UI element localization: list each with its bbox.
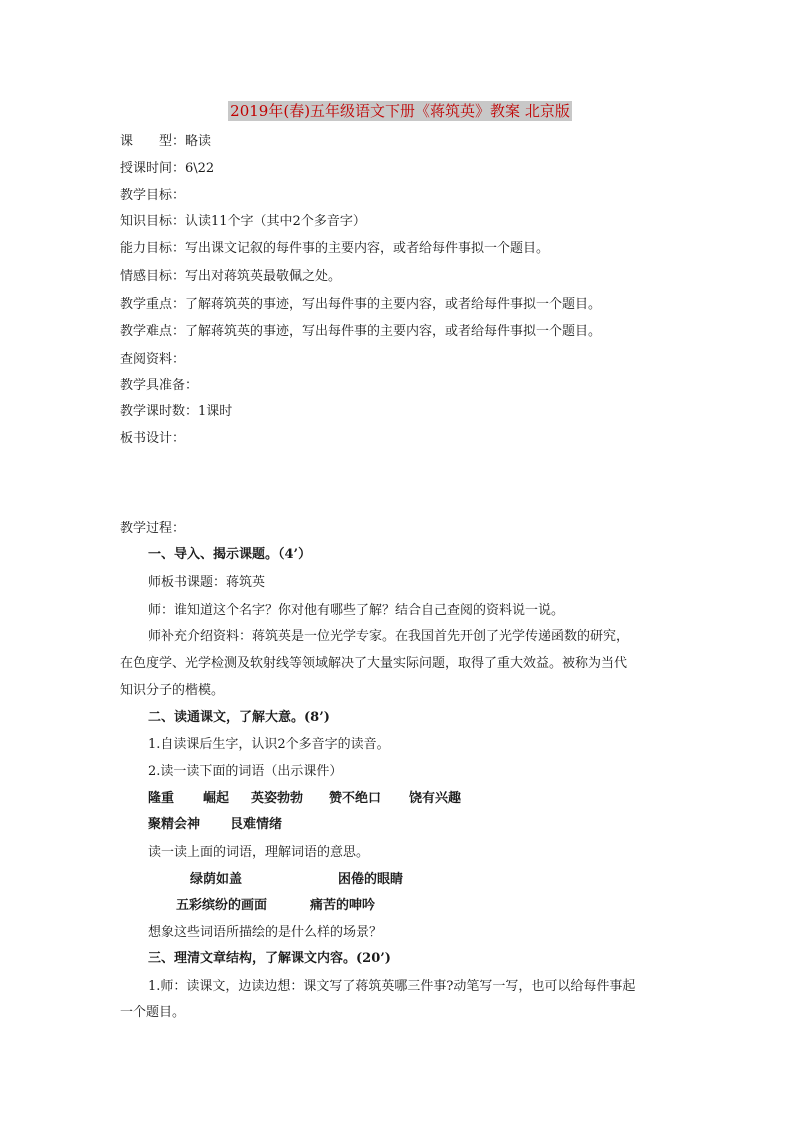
phrase-row-1 bbox=[190, 871, 403, 889]
title-text: 2019年(春)五年级语文下册《蒋筑英》教案 北京版 bbox=[230, 102, 570, 120]
section-3-title: 三、理清文章结构，了解课文内容。(20’) bbox=[148, 951, 391, 966]
document-title bbox=[0, 100, 800, 121]
s1-line-2: 师：谁知道这个名字？你对他有哪些了解？结合自己查阅的资料说一说。 bbox=[148, 603, 565, 618]
s3-line-1: 1.师：读课文，边读边想：课文写了蒋筑英哪三件事?动笔写一写，也可以给每件事起 bbox=[148, 979, 636, 994]
references: 查阅资料： bbox=[120, 352, 186, 367]
course-type-line bbox=[120, 133, 211, 151]
s2-line-3: 读一读上面的词语，理解词语的意思。 bbox=[148, 845, 370, 860]
knowledge-goal: 知识目标：认读11个字（其中2个多音字） bbox=[120, 214, 366, 229]
goals-heading: 教学目标： bbox=[120, 188, 186, 203]
word: 隆重 bbox=[148, 791, 175, 806]
s2-line-2: 2.读一读下面的词语（出示课件） bbox=[148, 764, 343, 779]
process-heading: 教学过程： bbox=[120, 521, 186, 536]
class-hours: 教学课时数：1课时 bbox=[120, 404, 233, 419]
s1-line-4: 在色度学、光学检测及软射线等领域解决了大量实际问题，取得了重大效益。被称为当代 bbox=[120, 656, 628, 671]
course-type-value: 略读 bbox=[185, 134, 212, 149]
s2-line-4: 想象这些词语所描绘的是什么样的场景？ bbox=[148, 925, 383, 940]
materials: 教学具准备： bbox=[120, 378, 199, 393]
ability-goal: 能力目标：写出课文记叙的每件事的主要内容，或者给每件事拟一个题目。 bbox=[120, 241, 550, 256]
word: 艮难情绪 bbox=[230, 817, 283, 832]
s1-line-1: 师板书课题：蒋筑英 bbox=[148, 575, 266, 590]
s1-line-5: 知识分子的楷模。 bbox=[120, 683, 225, 698]
phrase: 五彩缤纷的画面 bbox=[176, 898, 268, 913]
word-row-1 bbox=[148, 790, 461, 808]
section-1-title: 一、导入、揭示课题。（4’） bbox=[148, 547, 312, 562]
s2-line-1: 1.自读课后生字，认识2个多音字的读音。 bbox=[148, 737, 390, 752]
emotion-goal: 情感目标：写出对蒋筑英最敬佩之处。 bbox=[120, 269, 342, 284]
key-points: 教学重点：了解蒋筑英的事迹，写出每件事的主要内容，或者给每件事拟一个题目。 bbox=[120, 297, 602, 312]
phrase: 绿荫如盖 bbox=[190, 872, 243, 887]
word-row-2 bbox=[148, 816, 282, 834]
difficulties: 教学难点：了解蒋筑英的事迹，写出每件事的主要内容，或者给每件事拟一个题目。 bbox=[120, 324, 602, 339]
phrase: 困倦的眼睛 bbox=[338, 872, 404, 887]
word: 崛起 bbox=[203, 791, 230, 806]
s3-line-2: 一个题目。 bbox=[120, 1005, 186, 1020]
course-type-label: 课 型： bbox=[120, 134, 186, 149]
s1-line-3: 师补充介绍资料：蒋筑英是一位光学专家。在我国首先开创了光学传递函数的研究， bbox=[148, 629, 630, 644]
board-design: 板书设计： bbox=[120, 431, 186, 446]
section-2-title: 二、读通课文，了解大意。(8’) bbox=[148, 710, 330, 725]
word: 赞不绝口 bbox=[329, 791, 382, 806]
phrase: 痛苦的呻吟 bbox=[310, 898, 376, 913]
word: 聚精会神 bbox=[148, 817, 201, 832]
word: 饶有兴趣 bbox=[409, 791, 462, 806]
word: 英姿勃勃 bbox=[251, 791, 304, 806]
lesson-time: 授课时间：6\22 bbox=[120, 161, 215, 176]
phrase-row-2 bbox=[176, 897, 375, 915]
